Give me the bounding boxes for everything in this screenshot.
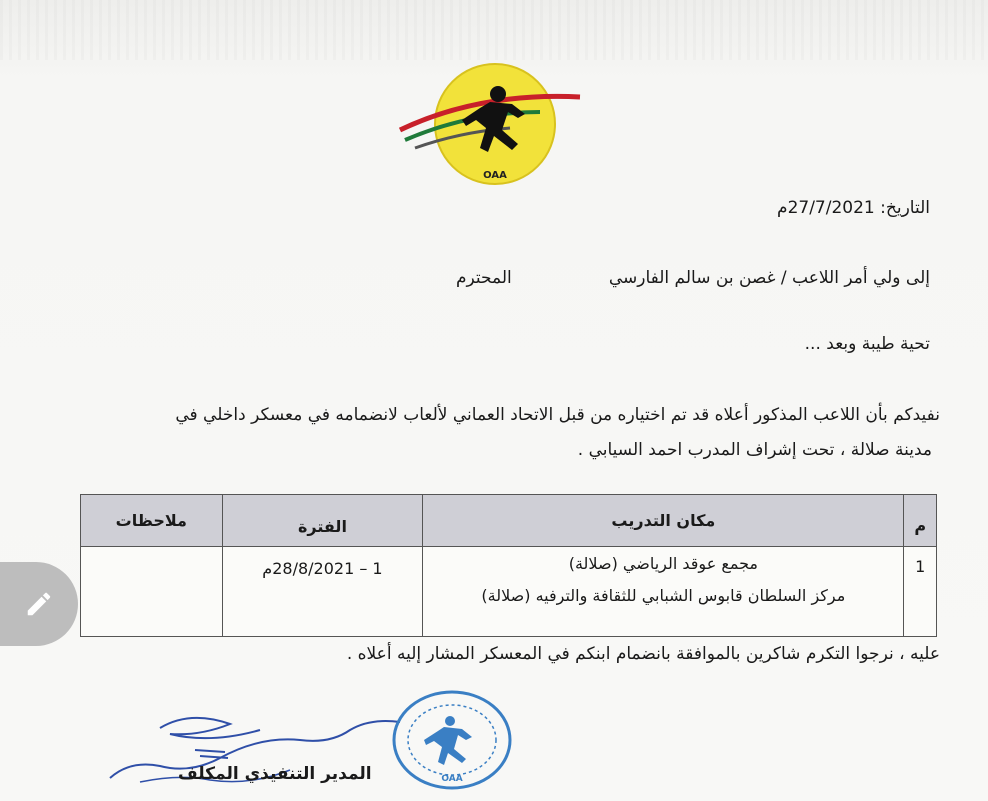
place-line-2: مركز السلطان قابوس الشبابي للثقافة والترفيه (صلالة): [481, 586, 846, 605]
body-line-1: نفيدكم بأن اللاعب المذكور أعلاه قد تم اختياره من قبل الاتحاد العماني لألعاب لانضمامه في معسكر داخلي في: [175, 405, 940, 425]
pencil-icon: [24, 589, 54, 619]
header-notes: ملاحظات: [81, 495, 223, 547]
official-stamp: [384, 685, 519, 795]
table-row: [81, 547, 937, 637]
cell-period: 1 – 28/8/2021م: [222, 547, 423, 637]
cell-place: [423, 547, 904, 637]
cell-number: 1: [904, 547, 937, 637]
table-header-row: [81, 495, 937, 547]
federation-logo: [390, 52, 590, 202]
recipient-line: إلى ولي أمر اللاعب / غصن بن سالم الفارسي: [608, 268, 930, 288]
place-line-1: مجمع عوقد الرياضي (صلالة): [568, 554, 758, 573]
edit-button[interactable]: [0, 562, 78, 646]
bleed-through-texture: [0, 0, 988, 60]
body-line-2: مدينة صلالة ، تحت إشراف المدرب احمد السيابي .: [577, 440, 932, 460]
greeting: تحية طيبة وبعد ...: [804, 334, 930, 354]
date-line: التاريخ: 27/7/2021م: [777, 198, 930, 218]
header-period: الفترة: [222, 495, 423, 547]
closing-line: عليه ، نرجوا التكرم شاكرين بالموافقة بانضمام ابنكم في المعسكر المشار إليه أعلاه .: [346, 644, 940, 664]
logo-text: OAA: [483, 170, 507, 181]
stamp-text: OAA: [441, 774, 463, 784]
honorific: المحترم: [456, 268, 512, 288]
camp-table: [80, 494, 937, 637]
signatory-title: المدير التنفيذي المكلف: [178, 764, 372, 784]
cell-notes: [81, 547, 223, 637]
header-number: م: [904, 495, 937, 547]
header-place: مكان التدريب: [423, 495, 904, 547]
